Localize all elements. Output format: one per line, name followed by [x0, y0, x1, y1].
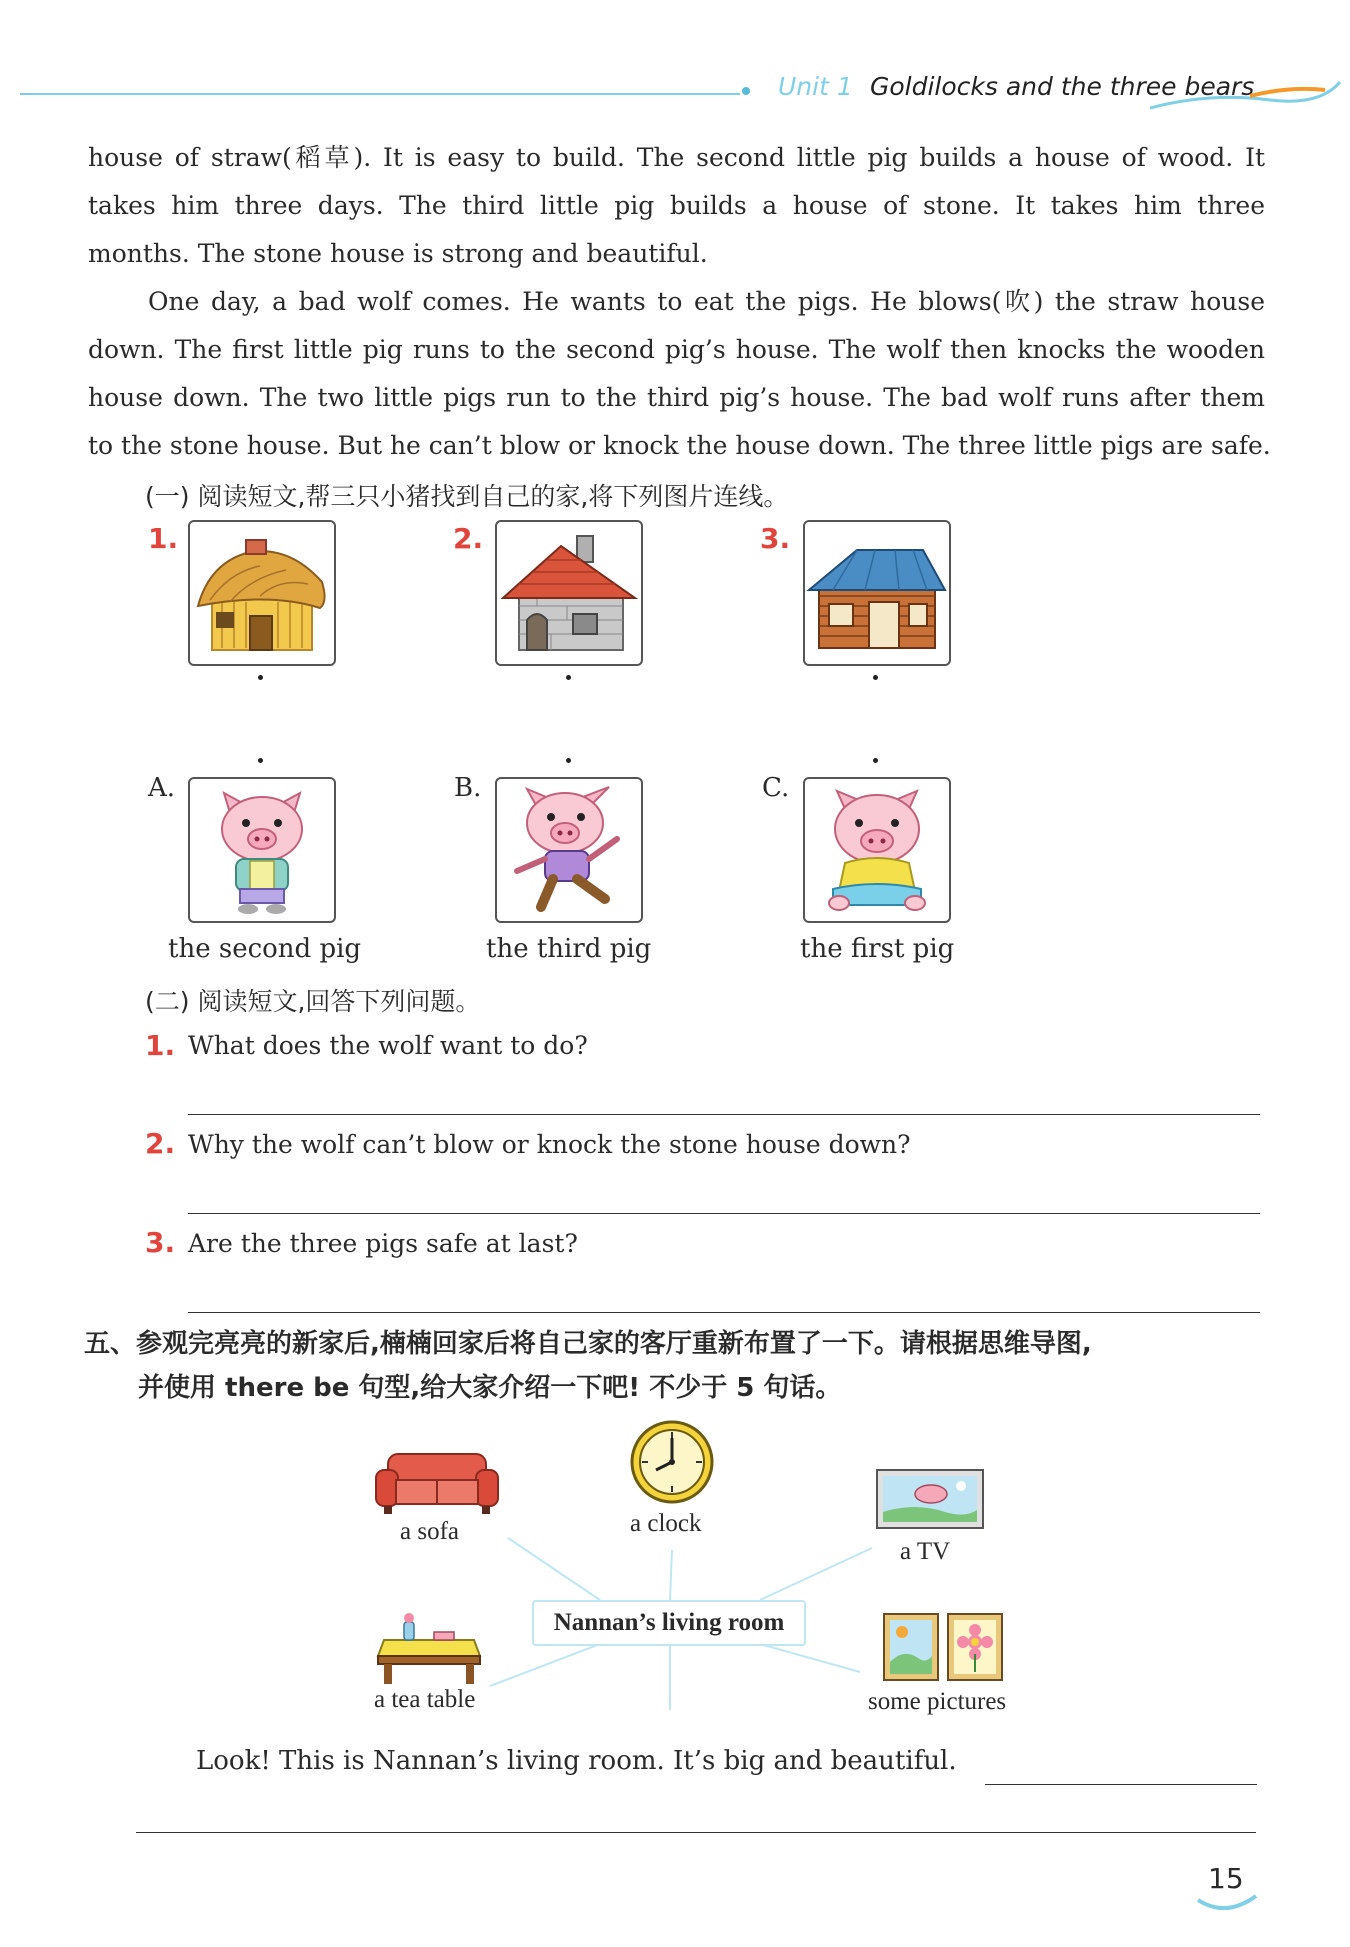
pig-letter: B. [454, 773, 482, 803]
pig-letter: C. [762, 773, 790, 803]
prompt-sentence: Look! This is Nannan’s living room. It’s big and beautiful. [196, 1746, 957, 1776]
house-number: 1. [148, 522, 179, 555]
pig-letter: A. [148, 773, 176, 803]
passage-line: house down. The two little pigs run to the third pig’s house. The bad wolf runs after them [88, 383, 1265, 412]
passage-line: takes him three days. The third little pig builds a house of stone. It takes him three [88, 191, 1265, 220]
mindmap-item-clock: a clock [630, 1510, 702, 1537]
clock-icon [628, 1418, 716, 1506]
pig-caption: the first pig [800, 934, 955, 964]
house-number: 3. [760, 522, 791, 555]
pictures-icon [882, 1610, 1006, 1684]
page-number: 15 [1208, 1862, 1244, 1895]
sofa-icon [372, 1450, 502, 1516]
writing-line[interactable] [136, 1832, 1256, 1833]
mindmap-item-pictures: some pictures [868, 1688, 1007, 1715]
passage-line: down. The first little pig runs to the second pig’s house. The wolf then knocks the wooden [88, 335, 1265, 364]
part2-instruction: (二) 阅读短文,回答下列问题。 [145, 987, 481, 1016]
mindmap-item-tv: a TV [900, 1538, 951, 1565]
mindmap-item-sofa: a sofa [400, 1518, 459, 1545]
header-title: Goldilocks and the three bears [870, 72, 1255, 101]
pig-caption: the second pig [168, 934, 362, 964]
passage-line: to the stone house. But he can’t blow or knock the house down. The three little pigs are safe. [88, 431, 1271, 460]
question-text: What does the wolf want to do? [188, 1031, 588, 1060]
tea-table-icon [374, 1610, 484, 1686]
part1-instruction: (一) 阅读短文,帮三只小猪找到自己的家,将下列图片连线。 [145, 482, 789, 511]
question-number: 1. [145, 1029, 176, 1062]
passage-line: house of straw(稻草). It is easy to build. The second little pig builds a house of wood. It [88, 143, 1265, 172]
house-number: 2. [453, 522, 484, 555]
pig-caption: the third pig [486, 934, 652, 964]
passage-line: One day, a bad wolf comes. He wants to eat the pigs. He blows(吹) the straw house [148, 287, 1265, 316]
question-number: 3. [145, 1226, 176, 1259]
mindmap-center: Nannan’s living room [532, 1600, 806, 1646]
question-text: Why the wolf can’t blow or knock the stone house down? [188, 1130, 911, 1159]
writing-line[interactable] [985, 1784, 1257, 1785]
mindmap-item-tea-table: a tea table [374, 1686, 476, 1713]
passage-line: months. The stone house is strong and beautiful. [88, 239, 708, 268]
tv-icon [875, 1468, 985, 1534]
question-number: 2. [145, 1127, 176, 1160]
section5-instruction: 五、参观完亮亮的新家后,楠楠回家后将自己家的客厅重新布置了一下。请根据思维导图, [84, 1329, 1092, 1359]
page-swoosh-icon [1196, 1892, 1260, 1918]
question-text: Are the three pigs safe at last? [188, 1229, 578, 1258]
section5-instruction: 并使用 there be 句型,给大家介绍一下吧! 不少于 5 句话。 [138, 1373, 842, 1403]
header-unit: Unit 1 [778, 72, 853, 101]
